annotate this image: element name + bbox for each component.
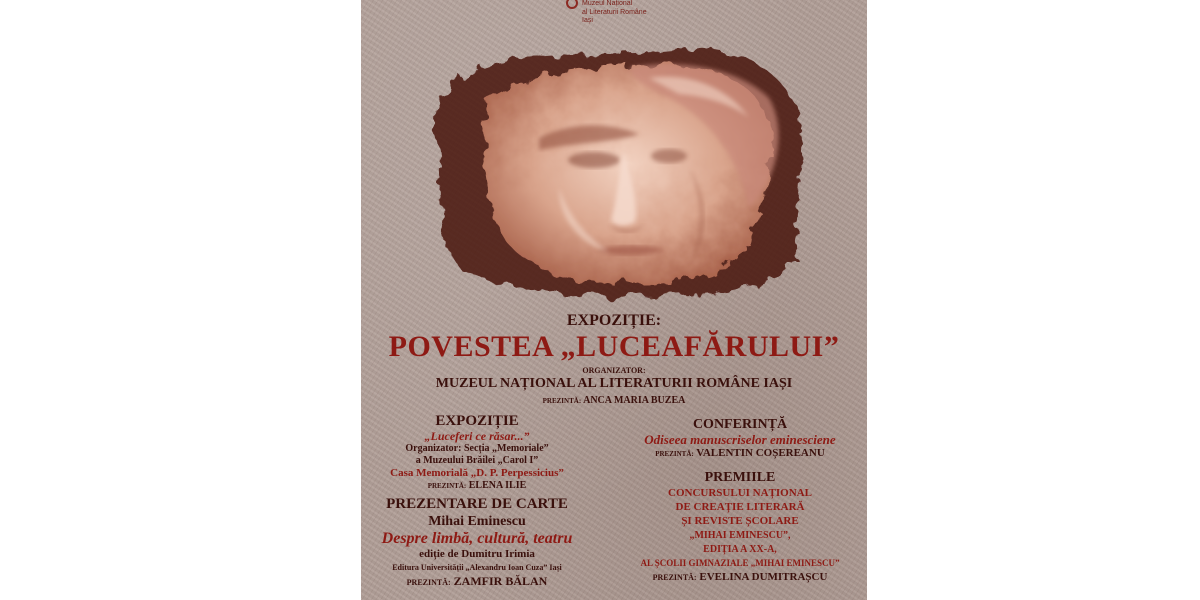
museum-logo-text: Muzeul Național al Literaturii Române Iași: [582, 0, 647, 24]
awards-line-6: AL ȘCOLII GIMNAZIALE „MIHAI EMINESCU”: [640, 558, 840, 568]
eminescu-portrait: [419, 38, 811, 306]
organizer-name: MUZEUL NAȚIONAL AL LITERATURII ROMÂNE IAȘI: [435, 376, 793, 391]
book-author: Mihai Eminescu: [428, 514, 526, 529]
expo-name: „Luceferi ce răsar...”: [424, 429, 530, 443]
book-presenter: PREZINTĂ: ZAMFIR BĂLAN: [406, 574, 548, 588]
book-heading: PREZENTARE DE CARTE: [386, 496, 568, 512]
expo-line-1: Organizator: Secția „Memoriale”: [405, 443, 549, 454]
conference-presenter: PREZINTĂ: VALENTIN COȘEREANU: [655, 447, 825, 459]
expo-presenter: PREZINTĂ: ELENA ILIE: [427, 480, 527, 491]
book-edition: ediție de Dumitru Irimia: [419, 548, 535, 560]
awards-line-1: CONCURSULUI NAȚIONAL: [668, 487, 812, 499]
awards-line-4: „MIHAI EMINESCU”,: [689, 530, 791, 541]
expo-line-3: Casa Memorială „D. P. Perpessicius”: [390, 467, 564, 479]
expo-heading: EXPOZIȚIE: [435, 413, 519, 429]
event-poster: [361, 0, 867, 600]
awards-line-5: EDIȚIA A XX-A,: [703, 544, 777, 555]
event-title: POVESTEA „LUCEAFĂRULUI”: [388, 330, 840, 363]
conference-title: Odiseea manuscriselor eminesciene: [644, 432, 836, 447]
header-presenter: PREZINTĂ: ANCA MARIA BUZEA: [542, 395, 686, 406]
awards-presenter: PREZINTĂ: EVELINA DUMITRAȘCU: [652, 571, 828, 583]
awards-line-3: ȘI REVISTE ȘCOLARE: [681, 515, 799, 527]
expo-line-2: a Muzeului Brăilei „Carol I”: [415, 455, 539, 466]
organizer-label: ORGANIZATOR:: [582, 366, 646, 375]
conference-heading: CONFERINȚĂ: [692, 417, 788, 432]
awards-heading: PREMIILE: [704, 470, 776, 485]
awards-line-2: DE CREAȚIE LITERARĂ: [675, 501, 805, 513]
museum-logo-icon: [566, 0, 578, 9]
book-publisher: Editura Universității „Alexandru Ioan Cuza” Iași: [392, 563, 562, 572]
book-title: Despre limbă, cultură, teatru: [381, 530, 573, 547]
museum-logo: [566, 0, 686, 34]
header-kicker: EXPOZIȚIE:: [566, 312, 662, 329]
